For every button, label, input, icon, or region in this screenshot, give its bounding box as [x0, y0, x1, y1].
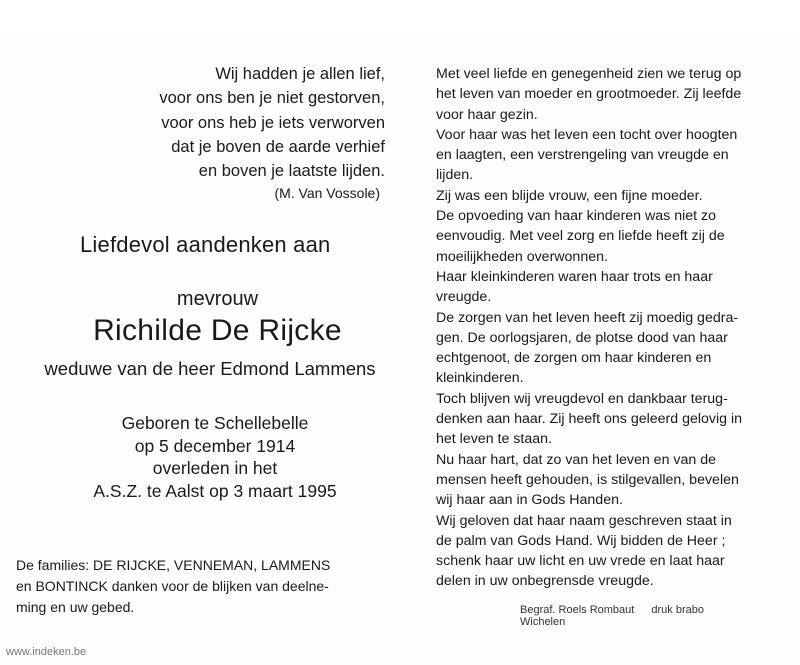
memorial-text	[436, 64, 774, 592]
memorial-heading: Liefdevol aandenken aan	[80, 232, 331, 257]
poem-line: voor ons heb je iets verworven	[161, 113, 385, 132]
text-line: Haar kleinkinderen waren haar trots en haar	[436, 268, 713, 285]
life-dates	[50, 412, 380, 502]
text-line: kleinkinderen.	[436, 370, 524, 387]
date-line: A.S.Z. te Aalst op 3 maart 1995	[93, 480, 337, 501]
text-paragraph	[436, 206, 774, 267]
date-line: op 5 december 1914	[134, 435, 296, 456]
text-paragraph	[436, 186, 774, 206]
text-line: gen. De oorlogsjaren, de plotse dood van haar	[436, 329, 728, 346]
text-paragraph	[436, 450, 774, 511]
text-line: en laagten, een verstrengeling van vreugde en	[436, 147, 729, 164]
poem-line: voor ons ben je niet gestorven,	[159, 89, 385, 108]
text-line: eenvoudig. Met veel zorg en liefde heeft zij de	[436, 228, 725, 245]
families-line: De families: DE RIJCKE, VENNEMAN, LAMMENS	[16, 557, 331, 573]
text-line: Nu haar hart, dat zo van het leven en van de	[436, 451, 716, 468]
text-line: mensen heeft gehouden, is stilgevallen, bevelen	[436, 471, 739, 488]
text-line: Voor haar was het leven een tocht over hoogten	[436, 126, 738, 143]
text-line: delen in uw onbegrensde vreugde.	[436, 573, 654, 590]
print-place: Wichelen	[520, 616, 566, 628]
text-line: het leven te staan.	[436, 431, 552, 448]
families-line: ming en uw gebed.	[16, 599, 135, 615]
funeral-home: Begraf. Roels Rombaut	[520, 604, 635, 616]
text-line: de palm van Gods Hand. Wij bidden de Heer ;	[436, 532, 726, 549]
text-line: het leven van moeder en grootmoeder. Zij leefde	[436, 86, 742, 103]
text-line: vreugde.	[436, 289, 492, 306]
families-line: en BONTINCK danken voor de blijken van deelne-	[16, 578, 329, 594]
text-paragraph	[436, 308, 774, 389]
text-line: schenk haar uw licht en uw vrede en laat haar	[436, 553, 725, 570]
text-line: denken aan haar. Zij heeft ons geleerd gelovig in	[436, 411, 743, 428]
print-house: druk brabo	[651, 604, 704, 616]
poem-line: Wij hadden je allen lief,	[215, 65, 385, 83]
text-line: voor haar gezin.	[436, 106, 538, 123]
text-paragraph	[436, 267, 774, 308]
text-paragraph	[436, 511, 774, 592]
text-line: Toch blijven wij vreugdevol en dankbaar terug-	[436, 390, 728, 407]
text-line: echtgenoot, de zorgen om haar kinderen en	[436, 350, 712, 367]
text-line: De zorgen van het leven heeft zij moedig gedra-	[436, 309, 739, 326]
text-line: lijden.	[436, 167, 474, 184]
families-thanks	[16, 555, 388, 618]
text-line: Wij geloven dat haar naam geschreven staat in	[436, 512, 732, 529]
deceased-name: Richilde De Rijcke	[93, 314, 342, 347]
text-line: moeilijkheden overwonnen.	[436, 248, 608, 265]
widow-of: weduwe van de heer Edmond Lammens	[44, 358, 376, 379]
text-paragraph	[436, 125, 774, 186]
text-paragraph	[436, 389, 774, 450]
date-line: Geboren te Schellebelle	[121, 413, 309, 433]
poem-author: (M. Van Vossole)	[274, 185, 380, 201]
watermark: www.indeken.be	[6, 646, 87, 658]
poem	[120, 62, 385, 183]
date-line: overleden in het	[152, 458, 278, 478]
poem-line: en boven je laatste lijden.	[198, 162, 385, 181]
memorial-title: mevrouw	[176, 288, 259, 310]
text-paragraph	[436, 64, 774, 125]
text-line: wij haar aan in Gods Handen.	[436, 492, 623, 509]
text-line: De opvoeding van haar kinderen was niet zo	[436, 208, 716, 225]
text-line: Zij was een blijde vrouw, een fijne moeder.	[436, 187, 703, 204]
poem-line: dat je boven de aarde verhief	[171, 137, 385, 156]
printer-credit	[520, 604, 760, 628]
text-line: Met veel liefde en genegenheid zien we terug op	[436, 66, 742, 82]
card-top-edge	[0, 0, 800, 34]
